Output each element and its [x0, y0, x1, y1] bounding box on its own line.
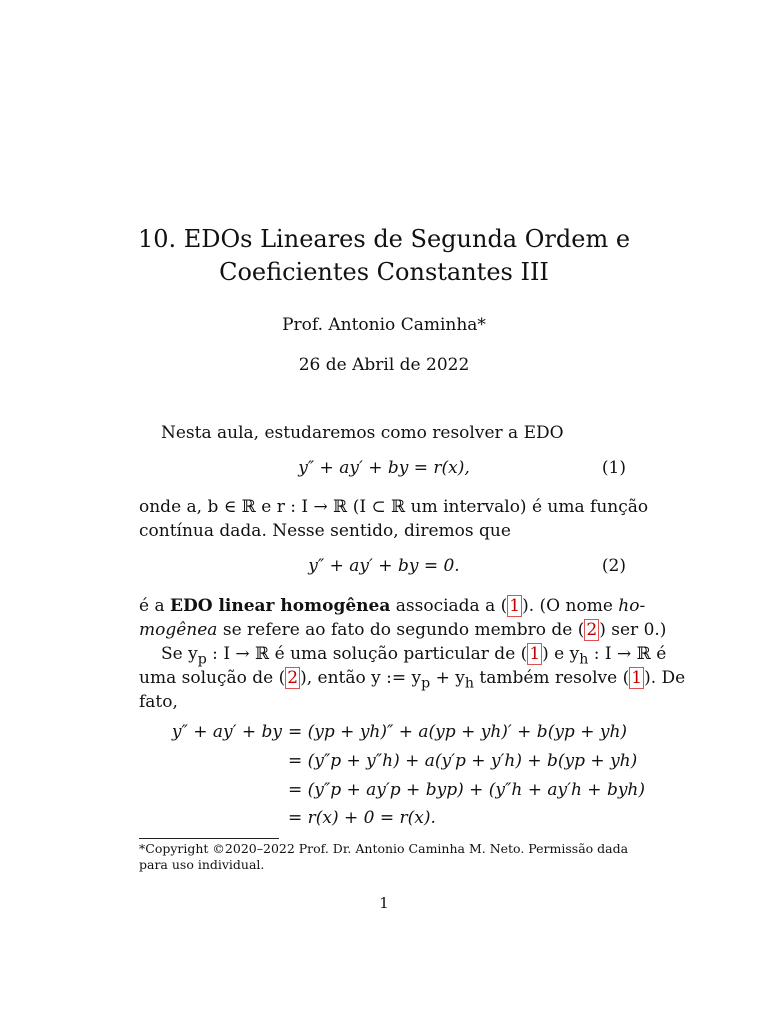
page-number: 1: [379, 894, 389, 912]
date: 26 de Abril de 2022: [298, 355, 470, 375]
footnote: *Copyright ©2020–2022 Prof. Dr. Antonio Caminha M. Neto. Permissão dada para uso individual.: [139, 841, 629, 872]
paragraph-2-line-2: contínua dada. Nesse sentido, diremos que: [139, 521, 511, 541]
ref-equation-1[interactable]: 1: [631, 668, 643, 688]
intro-text: Nesta aula, estudaremos como resolver a EDO: [161, 423, 564, 443]
paragraph-2-line-1: onde a, b ∈ ℝ e r : I → ℝ (I ⊂ ℝ um intervalo) é uma função: [139, 497, 649, 517]
title-line-1: 10. EDOs Lineares de Segunda Ordem e: [137, 225, 631, 253]
derivation-line-4: = r(x) + 0 = r(x).: [288, 808, 436, 828]
derivation-lhs: y″ + ay′ + by: [171, 722, 282, 742]
paragraph-4-line-1: Se $y_p$ : I → ℝ é uma solução particular de ( 1 ) e $y_h$ : I → ℝ é: [161, 644, 667, 668]
paragraph-3-line-2: mogênea se refere ao fato do segundo membro de ( 2 ) ser 0.): [139, 620, 667, 640]
term-edo-linear-homogenea: EDO linear homogênea: [170, 596, 391, 616]
ref-equation-2[interactable]: 2: [287, 668, 299, 688]
paragraph-3-line-1: é a EDO linear homogênea associada a ( 1 ). (O nome ho-: [139, 596, 646, 616]
paragraph-4-line-2: uma solução de ( 2 ), então y := $y_p + y_h$ também resolve ( 1 ). De: [139, 668, 686, 692]
author: Prof. Antonio Caminha*: [282, 315, 486, 335]
paragraph-4-line-3: fato,: [139, 692, 178, 712]
equation-1-number: (1): [601, 458, 626, 478]
derivation-line-3: = (y″p + ay′p + byp) + (y″h + ay′h + byh): [288, 780, 646, 800]
ref-equation-1[interactable]: 1: [509, 596, 521, 616]
equation-2-number: (2): [601, 556, 626, 576]
equation-1: y″ + ay′ + by = r(x),: [298, 458, 470, 478]
title-line-2: Coeficientes Constantes III: [219, 258, 549, 286]
ref-equation-2[interactable]: 2: [586, 620, 598, 640]
derivation-line-2: = (y″p + y″h) + a(y′p + y′h) + b(yp + yh): [288, 751, 638, 771]
equation-2: y″ + ay′ + by = 0.: [308, 556, 460, 576]
footnote-rule: [139, 838, 279, 839]
ref-equation-1[interactable]: 1: [529, 644, 541, 664]
derivation-line-1: = (yp + yh)″ + a(yp + yh)′ + b(yp + yh): [288, 722, 628, 742]
